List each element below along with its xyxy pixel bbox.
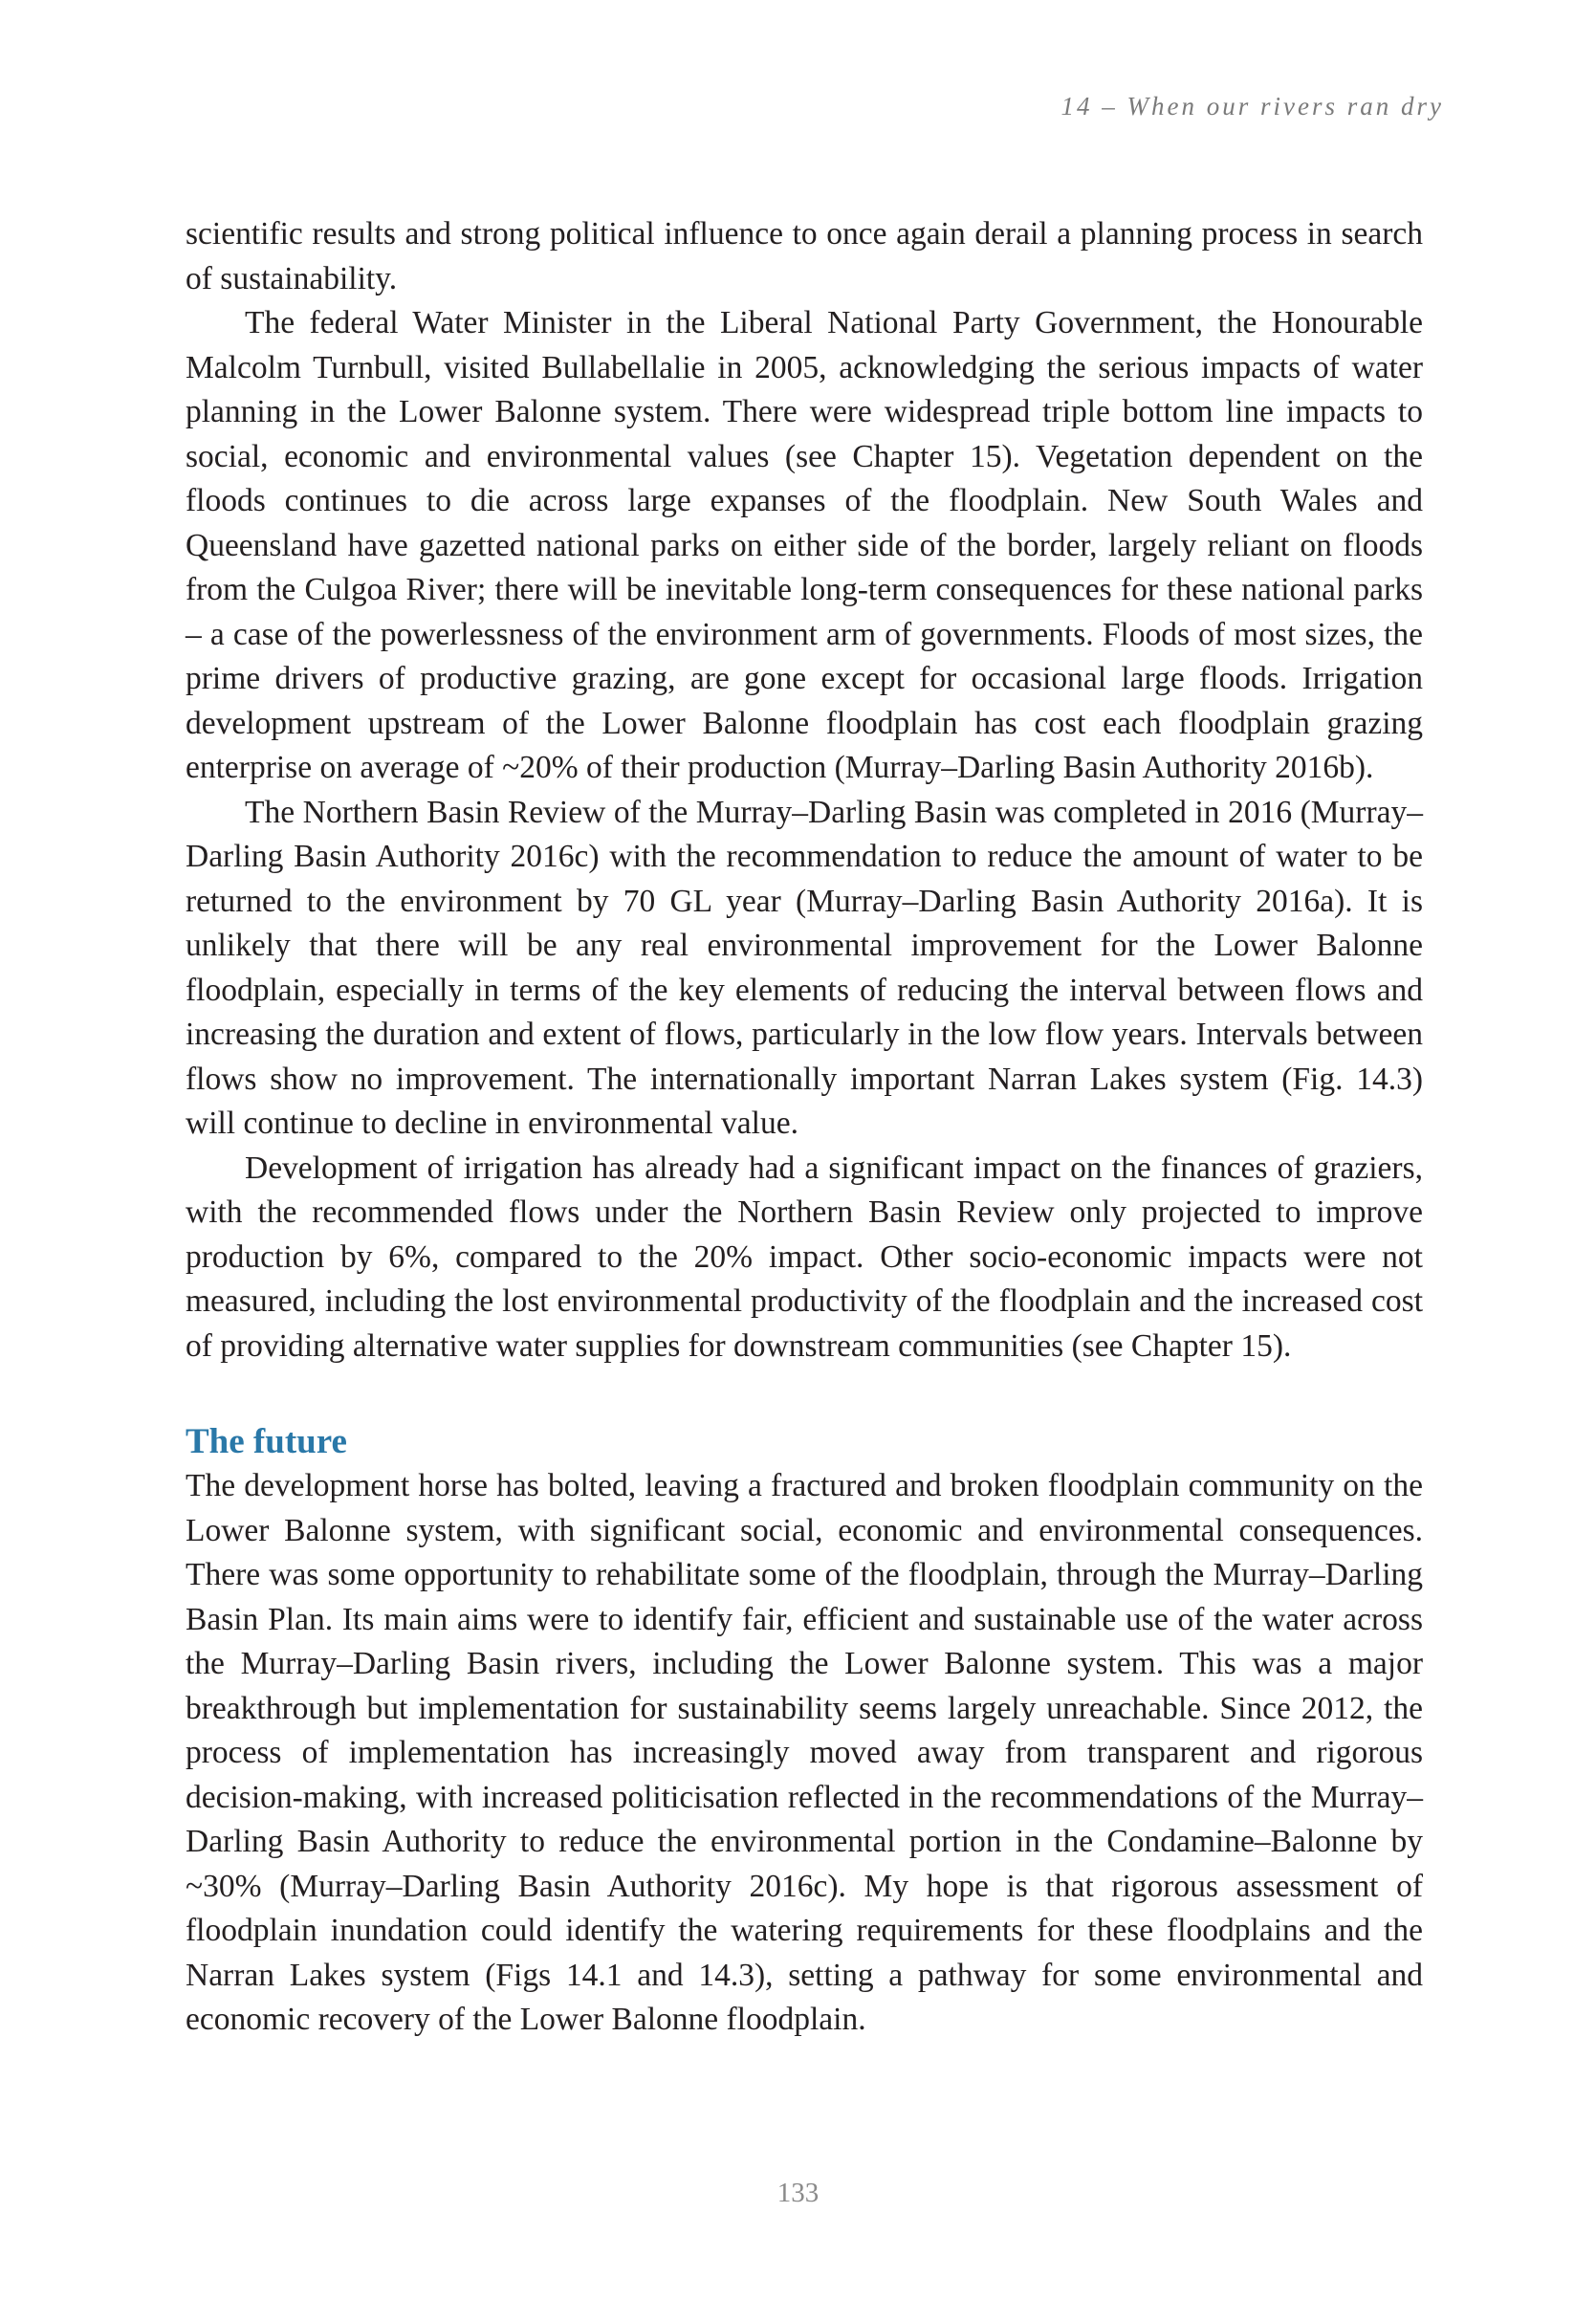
body-paragraph: The Northern Basin Review of the Murray–Darling Basin was completed in 2016 (Murray–Darling Basin Authority 2016c) with the recommendation to reduce the amount of water to be returned to the environment by 70 GL year (Murray–Darling Basin Authority 2016a). It is unlikely that there will be any real environmental improvement for the Lower Balonne floodplain, especially in terms of the key elements of reducing the interval between flows and increasing the duration and extent of flows, particularly in the low flow years. Intervals between flows show no improvement. The internationally important Narran Lakes system (Fig. 14.3) will continue to decline in environmental value. — [186, 794, 1423, 1141]
running-head: 14 – When our rivers ran dry — [1060, 92, 1444, 120]
section-paragraph: The development horse has bolted, leaving a fractured and broken floodplain community on the Lower Balonne system, with significant social, economic and environmental consequences. There was some opportunity to rehabilitate some of the floodplain, through the Murray–Darling Basin Plan. Its main aims were to identify fair, efficient and sustainable use of the water across the Murray–Darling Basin rivers, including the Lower Balonne system. This was a major breakthrough but implementation for sustainability seems largely unreachable. Since 2012, the process of implementation has increasingly moved away from transparent and rigorous decision-making, with increased politicisation reflected in the recommendations of the Murray–Darling Basin Authority to reduce the environmental portion in the Condamine–Balonne by ~30% (Murray–Darling Basin Authority 2016c). My hope is that rigorous assessment of floodplain inundation could identify the watering requirements for these floodplains and the Narran Lakes system (Figs 14.1 and 14.3), setting a pathway for some environmental and economic recovery of the Lower Balonne floodplain. — [186, 1468, 1423, 2037]
body-paragraph: The federal Water Minister in the Liberal National Party Government, the Honourable Malcolm Turnbull, visited Bullabellalie in 2005, acknowledging the serious impacts of water planning in the Lower Balonne system. There were widespread triple bottom line impacts to social, economic and environmental values (see Chapter 15). Vegetation dependent on the floods continues to die across large expanses of the floodplain. New South Wales and Queensland have gazetted national parks on either side of the border, largely reliant on floods from the Culgoa River; there will be inevitable long-term consequences for these national parks – a case of the powerlessness of the environment arm of governments. Floods of most sizes, the prime drivers of productive grazing, are gone except for occasional large floods. Irrigation development upstream of the Lower Balonne floodplain has cost each floodplain grazing enterprise on average of ~20% of their production (Murray–Darling Basin Authority 2016b). — [186, 305, 1423, 785]
body-paragraph: scientific results and strong political influence to once again derail a planning process in search of sustainability. — [186, 216, 1423, 296]
section-heading: The future — [186, 1422, 347, 1461]
page-body — [186, 212, 1423, 2043]
body-paragraph: Development of irrigation has already had a significant impact on the finances of graziers, with the recommended flows under the Northern Basin Review only projected to improve production by 6%, compared to the 20% impact. Other socio-economic impacts were not measured, including the lost environmental productivity of the floodplain and the increased cost of providing alternative water supplies for downstream communities (see Chapter 15). — [186, 1150, 1423, 1364]
page-number: 133 — [776, 2178, 820, 2208]
